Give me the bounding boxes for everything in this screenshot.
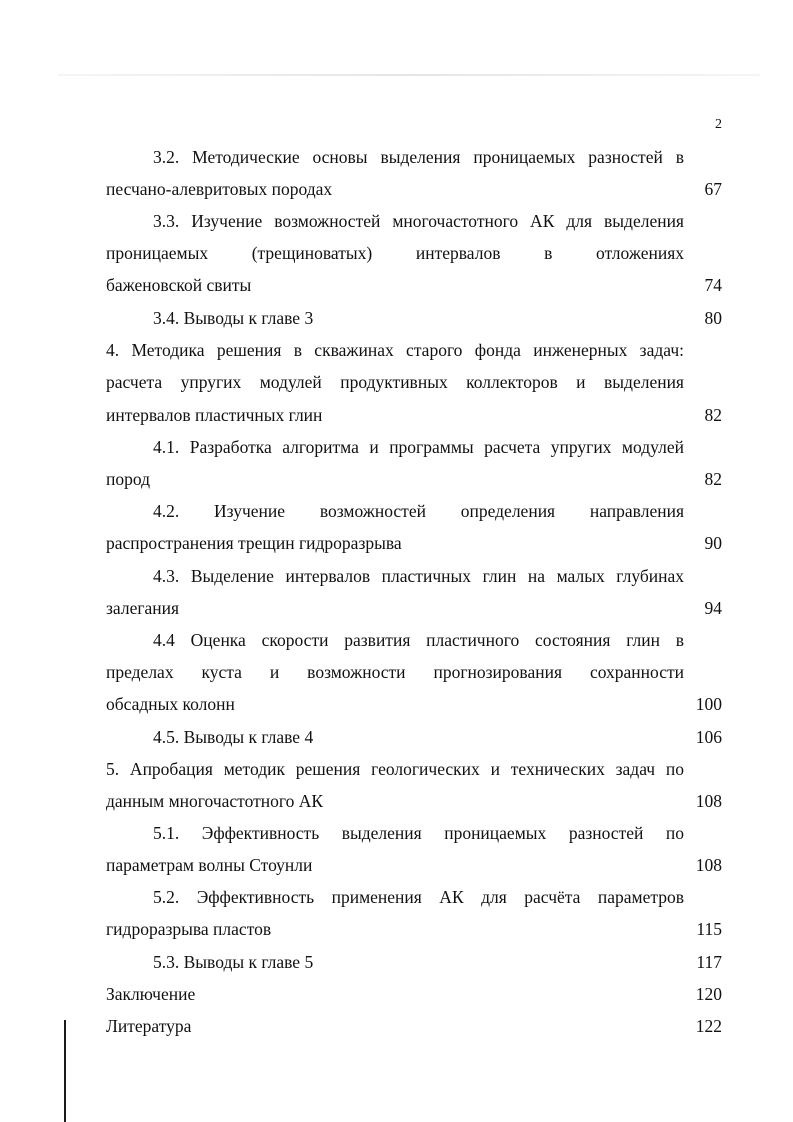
toc-line: проницаемых (трещиноватых) интервалов в отложениях	[106, 243, 684, 263]
toc-page: 90	[704, 533, 722, 553]
toc-line: интервалов пластичных глин	[106, 405, 323, 425]
toc-line: Заключение	[106, 984, 196, 1004]
toc-line: 4.1. Разработка алгоритма и программы расчета упругих модулей	[153, 437, 684, 457]
toc-line: 3.4. Выводы к главе 3	[153, 308, 314, 328]
toc-line: расчета упругих модулей продуктивных коллекторов и выделения	[106, 372, 684, 392]
toc-line: 3.3. Изучение возможностей многочастотного АК для выделения	[153, 211, 684, 231]
toc-line: 5.1. Эффективность выделения проницаемых разностей по	[153, 823, 684, 843]
toc-line: 4.3. Выделение интервалов пластичных глин на малых глубинах	[153, 566, 684, 586]
toc-line: баженовской свиты	[106, 275, 252, 295]
toc-line: пород	[106, 469, 151, 489]
toc-line: залегания	[106, 598, 180, 618]
toc-line: пределах куста и возможности прогнозирования сохранности	[106, 662, 684, 682]
toc-page: 120	[695, 984, 722, 1004]
page-number: 2	[715, 117, 722, 132]
toc-line: 5.3. Выводы к главе 5	[153, 952, 314, 972]
toc-line: гидроразрыва пластов	[106, 919, 272, 939]
toc-page: 117	[696, 952, 722, 972]
toc-page: 67	[704, 179, 722, 199]
toc-page: 108	[695, 855, 722, 875]
toc-line: 4. Методика решения в скважинах старого фонда инженерных задач:	[106, 340, 684, 360]
toc-line: 5. Апробация методик решения геологических и технических задач по	[106, 759, 684, 779]
toc-page: 100	[695, 694, 722, 714]
toc-page: 94	[704, 598, 722, 618]
toc-page: 74	[704, 275, 722, 295]
toc-line: Литература	[106, 1016, 192, 1036]
toc-page: 106	[695, 727, 722, 747]
toc-page: 108	[695, 791, 722, 811]
toc-line: 3.2. Методические основы выделения проницаемых разностей в	[153, 147, 684, 167]
toc-line: данным многочастотного АК	[106, 791, 324, 811]
toc-page: 82	[704, 469, 722, 489]
toc-line: песчано-алевритовых породах	[106, 179, 333, 199]
toc-line: обсадных колонн	[106, 694, 235, 714]
toc-line: 4.2. Изучение возможностей определения направления	[153, 501, 684, 521]
toc-line: 4.5. Выводы к главе 4	[153, 727, 314, 747]
toc-page: 115	[696, 919, 722, 939]
toc-line: 5.2. Эффективность применения АК для расчёта параметров	[153, 887, 684, 907]
toc-line: распространения трещин гидроразрыва	[106, 533, 402, 553]
toc-page: 122	[695, 1016, 722, 1036]
toc-page: 82	[704, 405, 722, 425]
toc-line: параметрам волны Стоунли	[106, 855, 313, 875]
toc-line: 4.4 Оценка скорости развития пластичного состояния глин в	[153, 630, 684, 650]
toc-page: 80	[704, 308, 722, 328]
